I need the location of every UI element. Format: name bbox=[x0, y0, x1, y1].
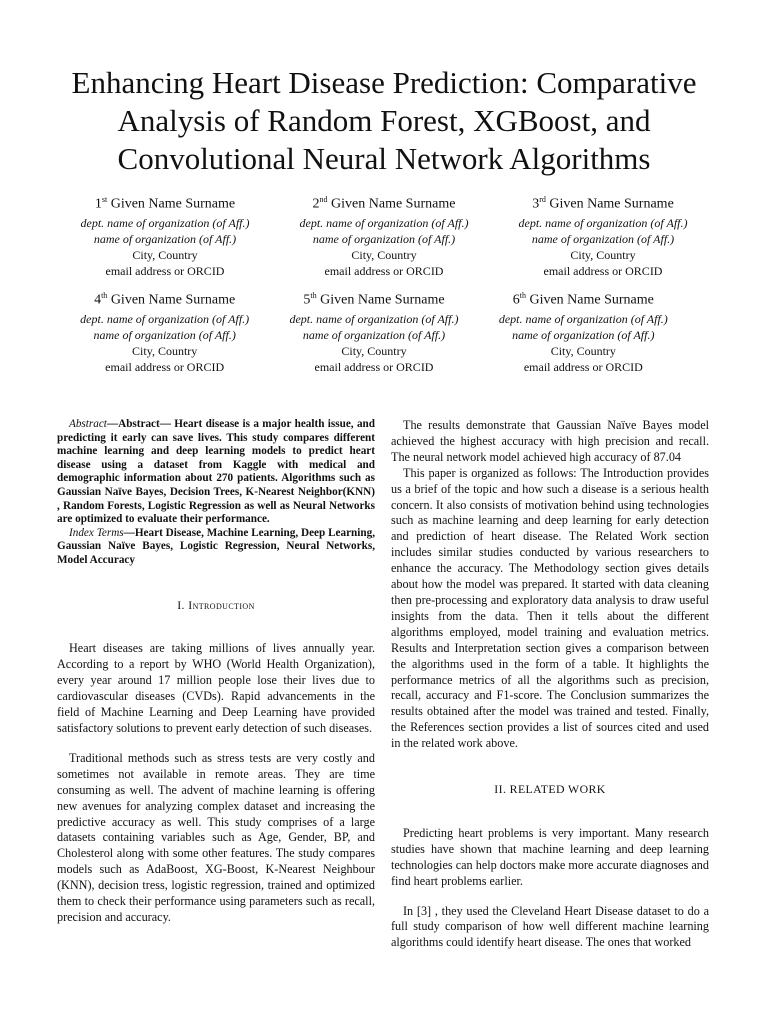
author-org: name of organization (of Aff.) bbox=[93, 327, 236, 342]
author-location: City, Country bbox=[132, 343, 198, 358]
organization-paragraph: This paper is organized as follows: The Introduction provides us a brief of the topic and how such a disease is a serious health concern. It also consists of motivation behind using technologies such as machine learning and deep learning for early detection and prediction of heart disease. The Related Work section includes similar studies conducted by various researchers to enhance the accuracy. The Methodology section gives details about how the model was prepared. It started with data cleaning then pre-processing and exploratory data analysis to draw useful insights from the data. Then it tells about the different algorithms employed, model training and evaluation metrics. Results and Interpretation section gives a comparison between the algorithms used in the form of a table. It highlights the performance metrics of all the algorithms such as precision, recall, accuracy and F1-score. The Conclusion summarizes the results obtained after the model was trained and tested. Finally, the References section provides a list of sources cited and used in the related work above. bbox=[391, 465, 709, 751]
abstract-label: Abstract bbox=[69, 418, 107, 430]
index-terms bbox=[57, 527, 375, 568]
author-location: City, Country bbox=[132, 247, 198, 262]
author-dept: dept. name of organization (of Aff.) bbox=[80, 215, 250, 230]
author-email: email address or ORCID bbox=[523, 359, 643, 374]
abstract bbox=[57, 418, 375, 527]
author-email: email address or ORCID bbox=[105, 263, 225, 278]
paper-title: Enhancing Heart Disease Prediction: Comparative Analysis of Random Forest, XGBoost, and Convolutional Neural Network Algorithms bbox=[71, 65, 697, 176]
author-name: 6th Given Name Surname bbox=[512, 291, 654, 308]
author-name: 3rd Given Name Surname bbox=[532, 195, 674, 212]
author-row-1 bbox=[40, 190, 728, 279]
intro-paragraph-2: Traditional methods such as stress tests are very costly and sometimes not available in remote areas. They are time consuming as well. The advent of machine learning is offering new avenues for analyzing complex dataset and increasing the predictive accuracy as well. This study comprises of a large datasets containing variables such as Age, Gender, BP, and Cholesterol along with some other features. The study compares models such as AdaBoost, XG-Boost, K-Nearest Neighbour (KNN), decision tress, logistic regression, trained and optimized them to check their performance using parameters such as recall, precision and accuracy. bbox=[57, 750, 375, 924]
section-heading-related-work: II. RELATED WORK bbox=[494, 782, 606, 797]
author-row-2 bbox=[40, 286, 728, 375]
author-location: City, Country bbox=[341, 343, 407, 358]
author-block-2 bbox=[279, 190, 489, 279]
author-name: 5th Given Name Surname bbox=[303, 291, 445, 308]
author-block-5 bbox=[269, 286, 478, 375]
intro-paragraph-1: Heart diseases are taking millions of lives annually year. According to a report by WHO (World Health Organization), every year around 17 million people lose their lives due to cardiovascular diseases (CVDs). Rapid advancements in the field of Machine Learning and Deep Learning have provided satisfactory solutions to prevent early detection of such diseases. bbox=[57, 641, 375, 735]
related-paragraph-1: Predicting heart problems is very important. Many research studies have shown that machine learning and deep learning technologies can help doctors make more accurate diagnoses and find heart problems earlier. bbox=[391, 825, 709, 888]
author-org: name of organization (of Aff.) bbox=[312, 231, 456, 246]
author-block-3 bbox=[498, 190, 708, 279]
author-block-4 bbox=[60, 286, 269, 375]
author-email: email address or ORCID bbox=[314, 359, 434, 374]
related-paragraph-2: In [3] , they used the Cleveland Heart Disease dataset to do a full study comparison of how well different machine learning algorithms could identify heart disease. The ones that worked bbox=[391, 903, 709, 950]
section-heading-introduction: I. Introduction bbox=[177, 597, 255, 612]
author-location: City, Country bbox=[570, 247, 636, 262]
author-name: 2nd Given Name Surname bbox=[312, 195, 456, 212]
author-dept: dept. name of organization (of Aff.) bbox=[289, 311, 459, 326]
results-paragraph: The results demonstrate that Gaussian Naïve Bayes model achieved the highest accuracy with high precision and recall. The neural network model achieved high accuracy of 87.04 bbox=[391, 418, 709, 464]
author-name: 4th Given Name Surname bbox=[94, 291, 236, 308]
author-block-1 bbox=[60, 190, 270, 279]
author-location: City, Country bbox=[550, 343, 616, 358]
author-dept: dept. name of organization (of Aff.) bbox=[518, 215, 688, 230]
author-email: email address or ORCID bbox=[543, 263, 663, 278]
author-location: City, Country bbox=[351, 247, 417, 262]
index-terms-label: Index Terms bbox=[69, 526, 124, 539]
author-email: email address or ORCID bbox=[105, 359, 225, 374]
author-org: name of organization (of Aff.) bbox=[302, 327, 446, 342]
author-dept: dept. name of organization (of Aff.) bbox=[498, 311, 668, 326]
author-dept: dept. name of organization (of Aff.) bbox=[80, 311, 250, 326]
author-block-6 bbox=[479, 286, 688, 375]
author-dept: dept. name of organization (of Aff.) bbox=[299, 215, 469, 230]
abstract-text: —Abstract— Heart disease is a major health issue, and predicting it early can save lives. This study compares different machine learning and deep learning models to predict heart disease using a dataset from Kaggle with medical and demographic information about 270 patients. Algorithms such as Gaussian Naïve Bayes, Decision Trees, K-Nearest Neighbor(KNN) , Random Forests, Logistic Regression as well as Neural Networks are optimized to evaluate their performance. bbox=[57, 418, 375, 526]
left-column bbox=[57, 418, 375, 926]
author-email: email address or ORCID bbox=[324, 263, 444, 278]
index-terms-text: —Heart Disease, Machine Learning, Deep Learning, Gaussian Naïve Bayes, Logistic Regression, Neural Networks, Model Accuracy bbox=[57, 526, 375, 566]
author-org: name of organization (of Aff.) bbox=[531, 231, 675, 246]
author-org: name of organization (of Aff.) bbox=[93, 231, 237, 246]
author-name: 1st Given Name Surname bbox=[94, 195, 236, 212]
right-column bbox=[391, 418, 709, 951]
author-org: name of organization (of Aff.) bbox=[512, 327, 655, 342]
